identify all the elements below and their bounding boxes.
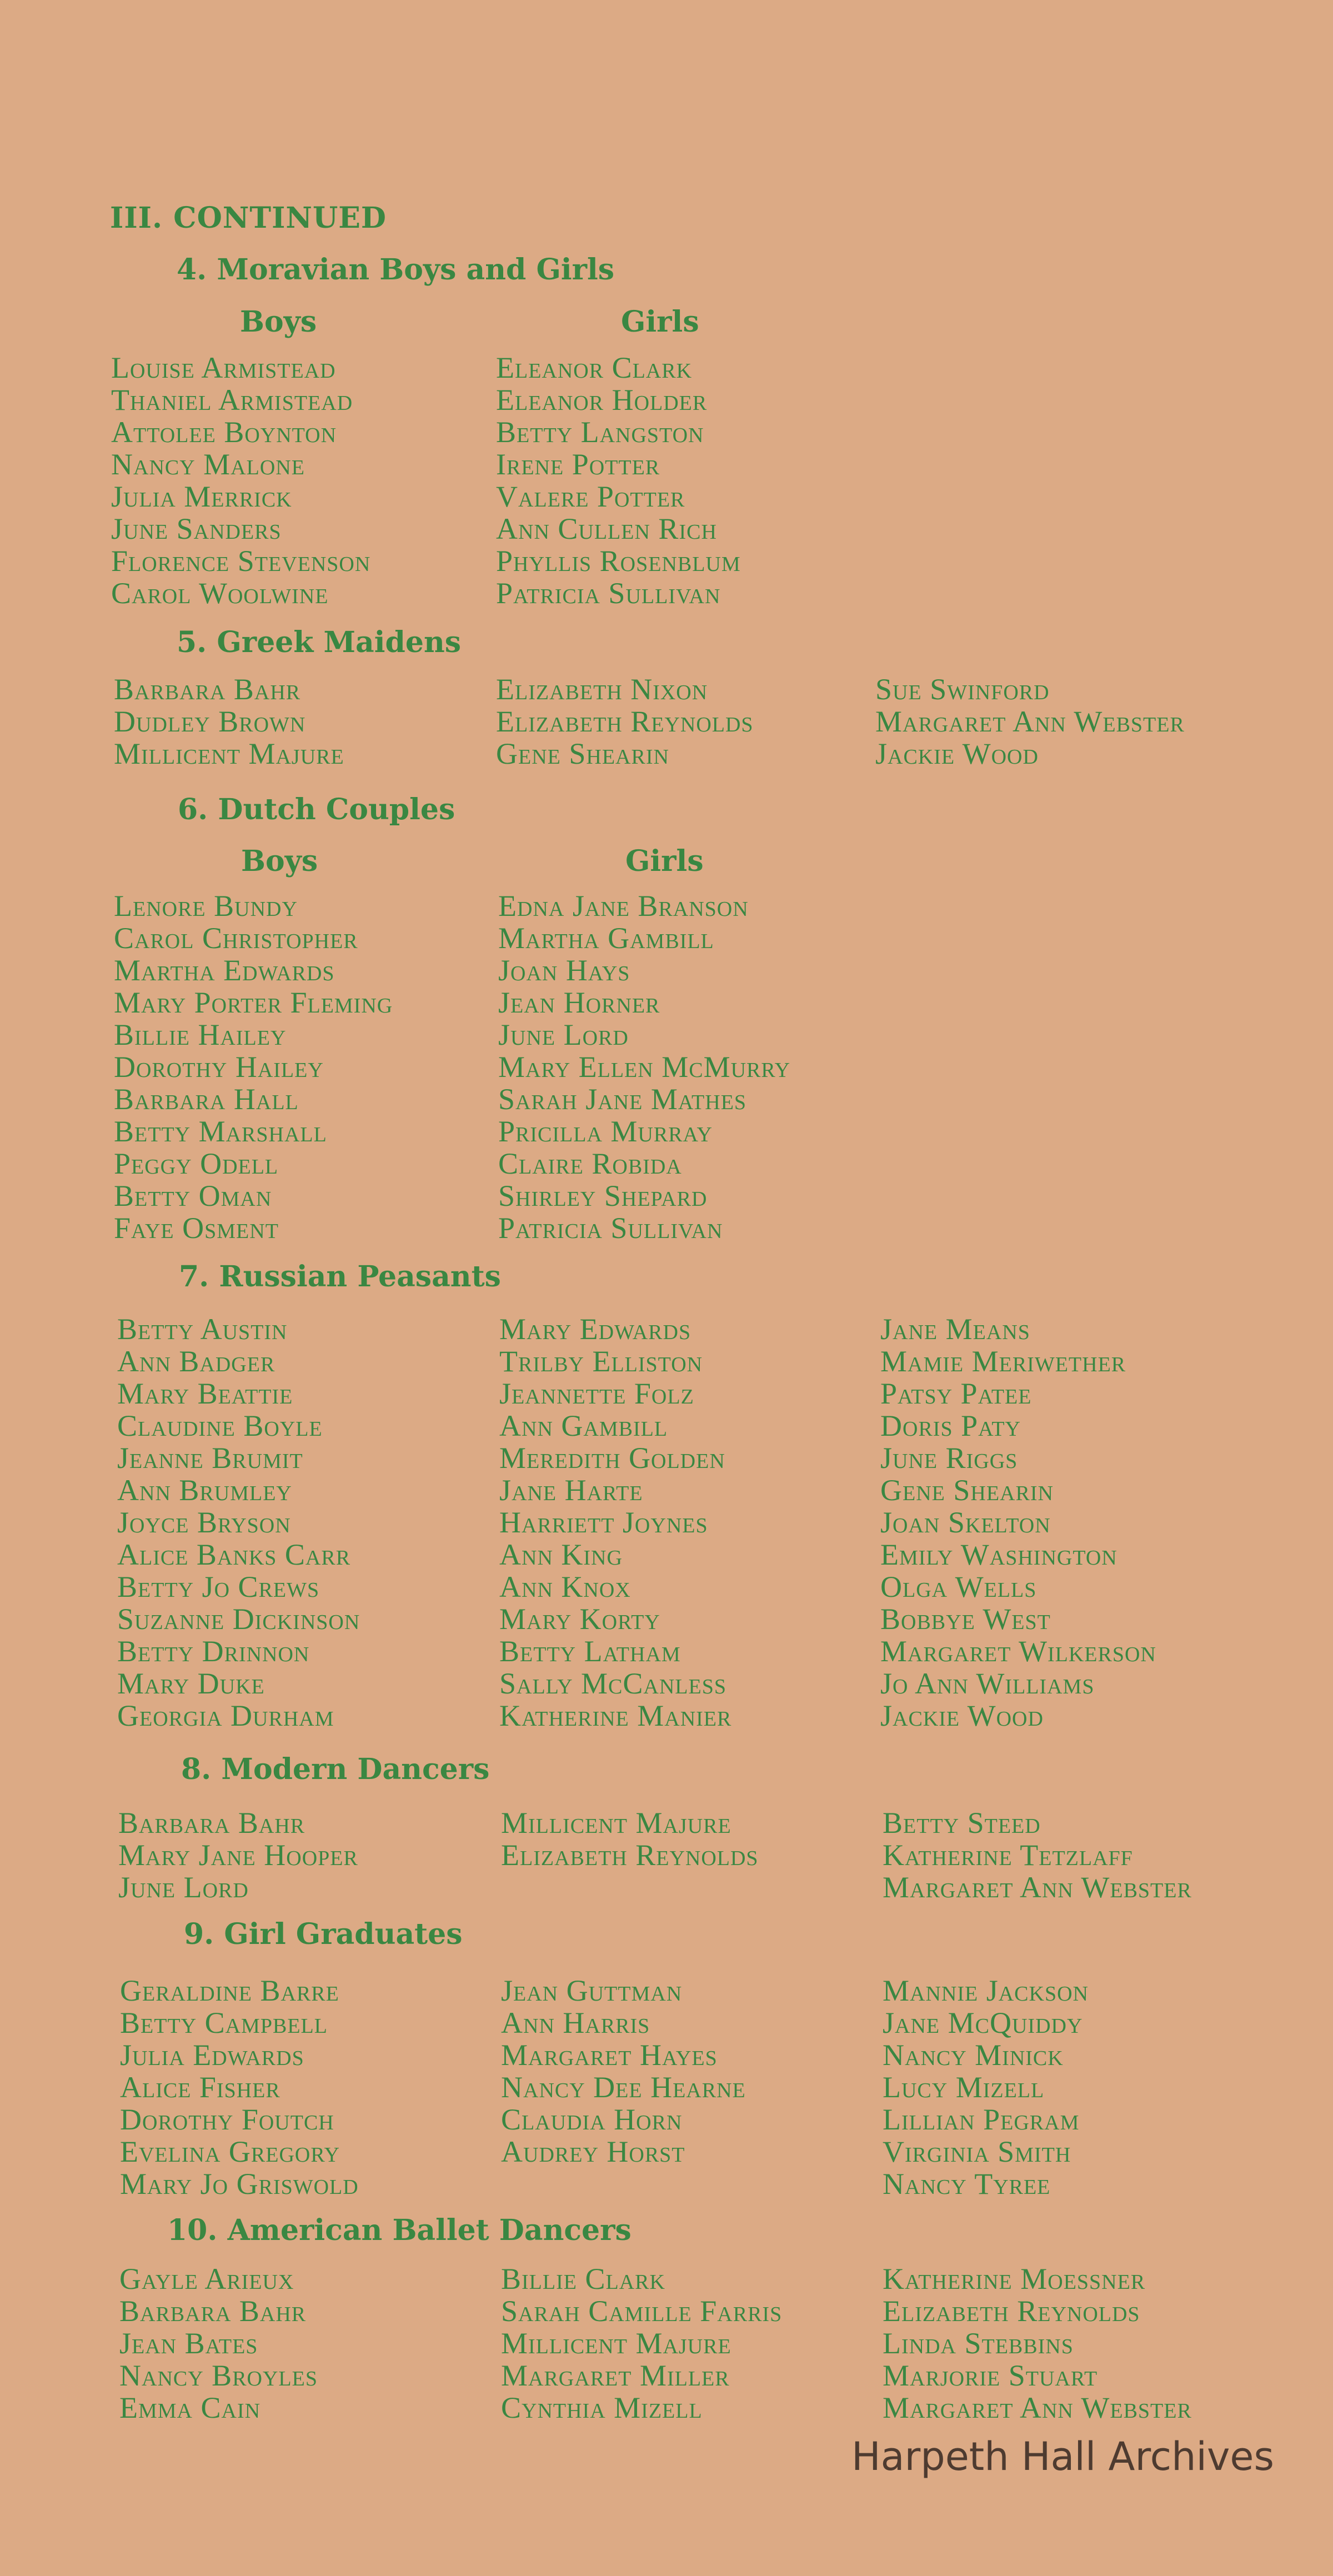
name-entry: Alice Banks Carr — [117, 1538, 351, 1571]
section-7-col2 — [499, 1313, 731, 1732]
section-5-title: 5. Greek Maidens — [177, 625, 462, 659]
name-entry: Eleanor Holder — [496, 383, 708, 417]
name-entry: Jean Horner — [498, 986, 660, 1019]
name-entry: Betty Jo Crews — [117, 1570, 320, 1603]
name-entry: Nancy Minick — [883, 2038, 1064, 2072]
name-entry: Millicent Majure — [501, 1806, 731, 1840]
section-8-title: 8. Modern Dancers — [181, 1752, 490, 1786]
name-entry: Joan Skelton — [880, 1506, 1051, 1539]
name-entry: Margaret Hayes — [501, 2038, 718, 2072]
name-entry: Claudia Horn — [501, 2103, 683, 2136]
section-4-girls-heading: Girls — [621, 305, 699, 339]
archives-watermark: Harpeth Hall Archives — [851, 2434, 1274, 2479]
name-entry: Carol Christopher — [114, 921, 358, 955]
name-entry: Mary Ellen McMurry — [498, 1050, 791, 1084]
name-entry: June Lord — [498, 1018, 629, 1051]
name-entry: Phyllis Rosenblum — [496, 544, 741, 578]
name-entry: Ann King — [499, 1538, 623, 1571]
section-7-col3 — [880, 1313, 1156, 1732]
name-entry: Ann Knox — [499, 1570, 631, 1603]
section-8-col2 — [501, 1807, 759, 1871]
name-entry: Jeannette Folz — [499, 1377, 694, 1410]
name-entry: Barbara Bahr — [118, 1806, 305, 1840]
name-entry: Nancy Broyles — [119, 2359, 318, 2392]
name-entry: Patricia Sullivan — [498, 1211, 723, 1245]
name-entry: Millicent Majure — [501, 2327, 731, 2360]
name-entry: Sally McCanless — [499, 1667, 726, 1700]
name-entry: Ann Gambill — [499, 1409, 668, 1442]
section-4-boys-heading: Boys — [240, 305, 317, 339]
section-9-col2 — [501, 1974, 746, 2168]
name-entry: Jeanne Brumit — [117, 1441, 303, 1475]
name-entry: Irene Potter — [496, 448, 660, 481]
name-entry: Mary Beattie — [117, 1377, 293, 1410]
section-10-col2 — [501, 2263, 782, 2424]
section-9-col3 — [883, 1974, 1089, 2200]
name-entry: Martha Gambill — [498, 921, 714, 955]
name-entry: Patricia Sullivan — [496, 577, 721, 610]
name-entry: Jane Harte — [499, 1474, 643, 1507]
name-entry: Nancy Dee Hearne — [501, 2071, 746, 2104]
name-entry: Claudine Boyle — [117, 1409, 323, 1442]
name-entry: Jackie Wood — [880, 1699, 1044, 1732]
section-5-col3 — [875, 673, 1185, 770]
name-entry: Gene Shearin — [880, 1474, 1054, 1507]
name-entry: Betty Marshall — [114, 1115, 327, 1148]
name-entry: Sarah Camille Farris — [501, 2294, 783, 2328]
section-8-col1 — [118, 1807, 358, 1903]
name-entry: Virginia Smith — [883, 2135, 1071, 2168]
name-entry: Margaret Ann Webster — [883, 1871, 1192, 1904]
name-entry: Jean Bates — [119, 2327, 258, 2360]
name-entry: Ann Harris — [501, 2006, 650, 2039]
name-entry: Edna Jane Branson — [498, 889, 749, 923]
name-entry: Julia Merrick — [111, 480, 292, 513]
name-entry: Ann Cullen Rich — [496, 512, 717, 545]
name-entry: Faye Osment — [114, 1211, 279, 1245]
name-entry: Margaret Ann Webster — [883, 2391, 1192, 2424]
name-entry: Nancy Malone — [111, 448, 305, 481]
page-heading: III. CONTINUED — [110, 201, 387, 235]
name-entry: Dudley Brown — [114, 705, 306, 738]
section-6-boys-list — [114, 890, 393, 1244]
name-entry: Marjorie Stuart — [883, 2359, 1098, 2392]
name-entry: Patsy Patee — [880, 1377, 1032, 1410]
name-entry: June Lord — [118, 1871, 249, 1904]
name-entry: Emily Washington — [880, 1538, 1117, 1571]
name-entry: Valere Potter — [496, 480, 685, 513]
name-entry: Georgia Durham — [117, 1699, 334, 1732]
name-entry: Emma Cain — [119, 2391, 261, 2424]
section-6-girls-heading: Girls — [625, 844, 704, 878]
name-entry: Alice Fisher — [120, 2071, 280, 2104]
section-5-col1 — [114, 673, 344, 770]
name-entry: Jane Means — [880, 1312, 1030, 1346]
name-entry: Margaret Wilkerson — [880, 1635, 1156, 1668]
name-entry: Geraldine Barre — [120, 1974, 339, 2007]
section-7-title: 7. Russian Peasants — [179, 1260, 501, 1294]
name-entry: Mannie Jackson — [883, 1974, 1089, 2007]
name-entry: Katherine Tetzlaff — [883, 1838, 1133, 1872]
name-entry: Louise Armistead — [111, 351, 336, 384]
name-entry: Lenore Bundy — [114, 889, 298, 923]
section-8-col3 — [883, 1807, 1192, 1903]
name-entry: Julia Edwards — [120, 2038, 304, 2072]
name-entry: Mamie Meriwether — [880, 1345, 1126, 1378]
name-entry: Lillian Pegram — [883, 2103, 1080, 2136]
name-entry: Claire Robida — [498, 1147, 682, 1180]
name-entry: Barbara Bahr — [114, 673, 301, 706]
name-entry: Mary Jo Griswold — [120, 2167, 359, 2201]
name-entry: Millicent Majure — [114, 737, 344, 770]
name-entry: Dorothy Hailey — [114, 1050, 324, 1084]
name-entry: Florence Stevenson — [111, 544, 371, 578]
name-entry: Mary Jane Hooper — [118, 1838, 358, 1872]
name-entry: Betty Campbell — [120, 2006, 328, 2039]
name-entry: Sarah Jane Mathes — [498, 1082, 747, 1116]
name-entry: Cynthia Mizell — [501, 2391, 703, 2424]
name-entry: Olga Wells — [880, 1570, 1037, 1603]
name-entry: Mary Korty — [499, 1602, 660, 1636]
section-10-col1 — [119, 2263, 318, 2424]
name-entry: Shirley Shepard — [498, 1179, 708, 1212]
section-6-title: 6. Dutch Couples — [178, 793, 455, 826]
name-entry: Eleanor Clark — [496, 351, 693, 384]
name-entry: Meredith Golden — [499, 1441, 725, 1475]
name-entry: Peggy Odell — [114, 1147, 279, 1180]
name-entry: June Sanders — [111, 512, 282, 545]
name-entry: Betty Drinnon — [117, 1635, 310, 1668]
name-entry: Trilby Elliston — [499, 1345, 703, 1378]
name-entry: Barbara Hall — [114, 1082, 299, 1116]
name-entry: Sue Swinford — [875, 673, 1050, 706]
section-4-boys-list — [111, 352, 370, 609]
name-entry: Martha Edwards — [114, 954, 335, 987]
name-entry: Betty Langston — [496, 415, 704, 449]
name-entry: Bobbye West — [880, 1602, 1051, 1636]
name-entry: June Riggs — [880, 1441, 1018, 1475]
name-entry: Harriett Joynes — [499, 1506, 708, 1539]
section-6-boys-heading: Boys — [241, 844, 318, 878]
name-entry: Ann Badger — [117, 1345, 275, 1378]
name-entry: Doris Paty — [880, 1409, 1021, 1442]
name-entry: Ann Brumley — [117, 1474, 292, 1507]
section-9-title: 9. Girl Graduates — [184, 1917, 463, 1951]
name-entry: Thaniel Armistead — [111, 383, 353, 417]
name-entry: Gene Shearin — [496, 737, 669, 770]
name-entry: Mary Porter Fleming — [114, 986, 393, 1019]
section-10-col3 — [883, 2263, 1192, 2424]
name-entry: Betty Oman — [114, 1179, 272, 1212]
name-entry: Jackie Wood — [875, 737, 1039, 770]
name-entry: Nancy Tyree — [883, 2167, 1051, 2201]
section-10-title: 10. American Ballet Dancers — [167, 2213, 632, 2247]
section-6-girls-list — [498, 890, 790, 1244]
section-4-title: 4. Moravian Boys and Girls — [177, 253, 615, 287]
name-entry: Barbara Bahr — [119, 2294, 307, 2328]
name-entry: Jean Guttman — [501, 1974, 683, 2007]
name-entry: Mary Edwards — [499, 1312, 691, 1346]
name-entry: Carol Woolwine — [111, 577, 329, 610]
name-entry: Mary Duke — [117, 1667, 265, 1700]
name-entry: Betty Steed — [883, 1806, 1041, 1840]
name-entry: Elizabeth Reynolds — [501, 1838, 759, 1872]
name-entry: Jo Ann Williams — [880, 1667, 1095, 1700]
name-entry: Margaret Ann Webster — [875, 705, 1185, 738]
name-entry: Katherine Manier — [499, 1699, 732, 1732]
name-entry: Linda Stebbins — [883, 2327, 1074, 2360]
name-entry: Katherine Moessner — [883, 2262, 1146, 2296]
name-entry: Elizabeth Reynolds — [883, 2294, 1140, 2328]
name-entry: Margaret Miller — [501, 2359, 730, 2392]
name-entry: Elizabeth Reynolds — [496, 705, 754, 738]
section-7-col1 — [117, 1313, 360, 1732]
name-entry: Elizabeth Nixon — [496, 673, 708, 706]
name-entry: Betty Latham — [499, 1635, 681, 1668]
name-entry: Jane McQuiddy — [883, 2006, 1083, 2039]
name-entry: Billie Clark — [501, 2262, 665, 2296]
name-entry: Joyce Bryson — [117, 1506, 291, 1539]
name-entry: Dorothy Foutch — [120, 2103, 334, 2136]
name-entry: Attolee Boynton — [111, 415, 337, 449]
name-entry: Pricilla Murray — [498, 1115, 713, 1148]
section-9-col1 — [120, 1974, 359, 2200]
section-5-col2 — [496, 673, 754, 770]
section-4-girls-list — [496, 352, 741, 609]
name-entry: Suzanne Dickinson — [117, 1602, 360, 1636]
name-entry: Betty Austin — [117, 1312, 288, 1346]
name-entry: Audrey Horst — [501, 2135, 685, 2168]
name-entry: Joan Hays — [498, 954, 630, 987]
name-entry: Billie Hailey — [114, 1018, 287, 1051]
name-entry: Gayle Arieux — [119, 2262, 294, 2296]
name-entry: Evelina Gregory — [120, 2135, 340, 2168]
name-entry: Lucy Mizell — [883, 2071, 1045, 2104]
